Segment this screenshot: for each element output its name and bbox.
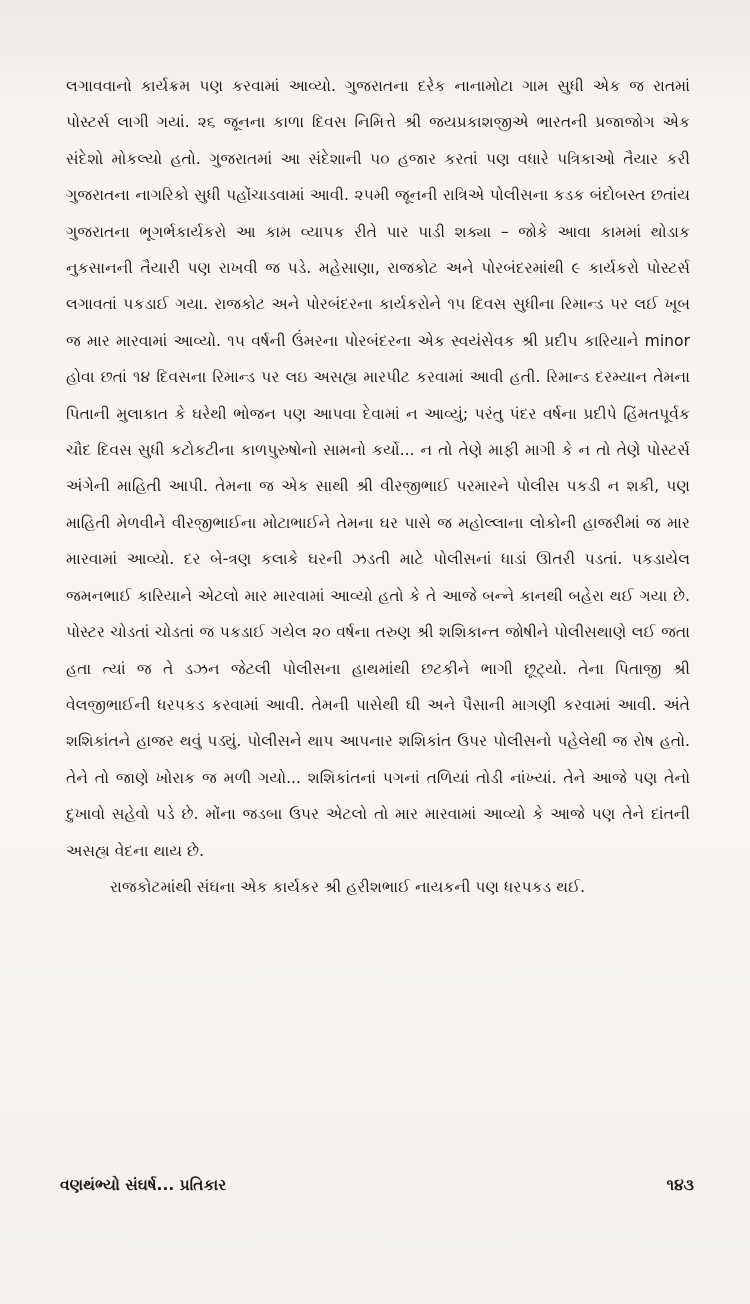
page-footer — [60, 1176, 694, 1195]
page-number: ૧૪૩ — [666, 1176, 694, 1194]
running-title: વણથંભ્યો સંઘર્ષ... પ્રતિકાર — [60, 1176, 227, 1194]
page-body — [66, 68, 690, 905]
paragraph-1: લગાવવાનો કાર્યક્રમ પણ કરવામાં આવ્યો. ગુજરાતના દરેક નાનામોટા ગામ સુધી એક જ રાતમાં પોસ્ટર્સ લાગી ગયાં. ૨૬ જૂનના કાળા દિવસ નિમિત્તે શ્રી જયપ્રકાશજીએ ભારતની પ્રજાજોગ એક સંદેશો મોકલ્યો હતો. ગુજરાતમાં આ સંદેશાની ૫૦ હજાર કરતાં પણ વધારે પત્રિકાઓ તૈયાર કરી ગુજરાતના નાગરિકો સુધી પહોંચાડવામાં આવી. ૨૫મી જૂનની રાત્રિએ પોલીસના કડક બંદોબસ્ત છતાંય ગુજરાતના ભૂગર્ભકાર્યકરો આ કામ વ્યાપક રીતે પાર પાડી શક્યા – જોકે આવા કામમાં થોડાક નુકસાનની તૈયારી પણ રાખવી જ પડે. મહેસાણા, રાજકોટ અને પોરબંદરમાંથી ૯ કાર્યકરો પોસ્ટર્સ લગાવતાં પકડાઈ ગયા. રાજકોટ અને પોરબંદરના કાર્યકરોને ૧૫ દિવસ સુધીના રિમાન્ડ પર લઈ ખૂબ જ માર મારવામાં આવ્યો. ૧૫ વર્ષની ઉંમરના પોરબંદરના એક સ્વયંસેવક શ્રી પ્રદીપ કારિયાને minor હોવા છતાં ૧૪ દિવસના રિમાન્ડ પર લઇ અસહ્ય મારપીટ કરવામાં આવી હતી. રિમાન્ડ દરમ્યાન તેમના પિતાની મુલાકાત કે ઘરેથી ભોજન પણ આપવા દેવામાં ન આવ્યું; પરંતુ પંદર વર્ષના પ્રદીપે હિંમતપૂર્વક ચૌદ દિવસ સુધી કટોકટીના કાળપુરુષોનો સામનો કર્યો... ન તો તેણે માફી માગી કે ન તો તેણે પોસ્ટર્સ અંગેની માહિતી આપી. તેમના જ એક સાથી શ્રી વીરજીભાઈ પરમારને પોલીસ પકડી ન શકી, પણ માહિતી મેળવીને વીરજીભાઈના મોટાભાઈને તેમના ઘર પાસે જ મહોલ્લાના લોકોની હાજરીમાં જ માર મારવામાં આવ્યો. દર બે-ત્રણ કલાકે ઘરની ઝડતી માટે પોલીસનાં ધાડાં ઊતરી પડતાં. પકડાયેલ જમનભાઈ કારિયાને એટલો માર મારવામાં આવ્યો હતો કે તે આજે બન્ને કાનથી બહેરા થઈ ગયા છે. પોસ્ટર ચોડતાં ચોડતાં જ પકડાઈ ગયેલ ૨૦ વર્ષના તરુણ શ્રી શશિકાન્ત જોષીને પોલીસથાણે લઈ જતા હતા ત્યાં જ તે ડઝન જેટલી પોલીસના હાથમાંથી છટકીને ભાગી છૂટ્યો. તેના પિતાજી શ્રી વેલજીભાઈની ધરપકડ કરવામાં આવી. તેમની પાસેથી ઘી અને પૈસાની માગણી કરવામાં આવી. અંતે શશિકાંતને હાજર થવું પડ્યું. પોલીસને થાપ આપનાર શશિકાંત ઉપર પોલીસનો પહેલેથી જ રોષ હતો. તેને તો જાણે ખોરાક જ મળી ગયો... શશિકાંતનાં પગનાં તળિયાં તોડી નાંખ્યાં. તેને આજે પણ તેનો દુખાવો સહેવો પડે છે. મોંના જડબા ઉપર એટલો તો માર મારવામાં આવ્યો કે આજે પણ તેને દાંતની અસહ્ય વેદના થાય છે. — [66, 77, 690, 860]
paragraph-2: રાજકોટમાંથી સંઘના એક કાર્યકર શ્રી હરીશભાઈ નાયકની પણ ધરપકડ થઈ. — [110, 877, 586, 896]
